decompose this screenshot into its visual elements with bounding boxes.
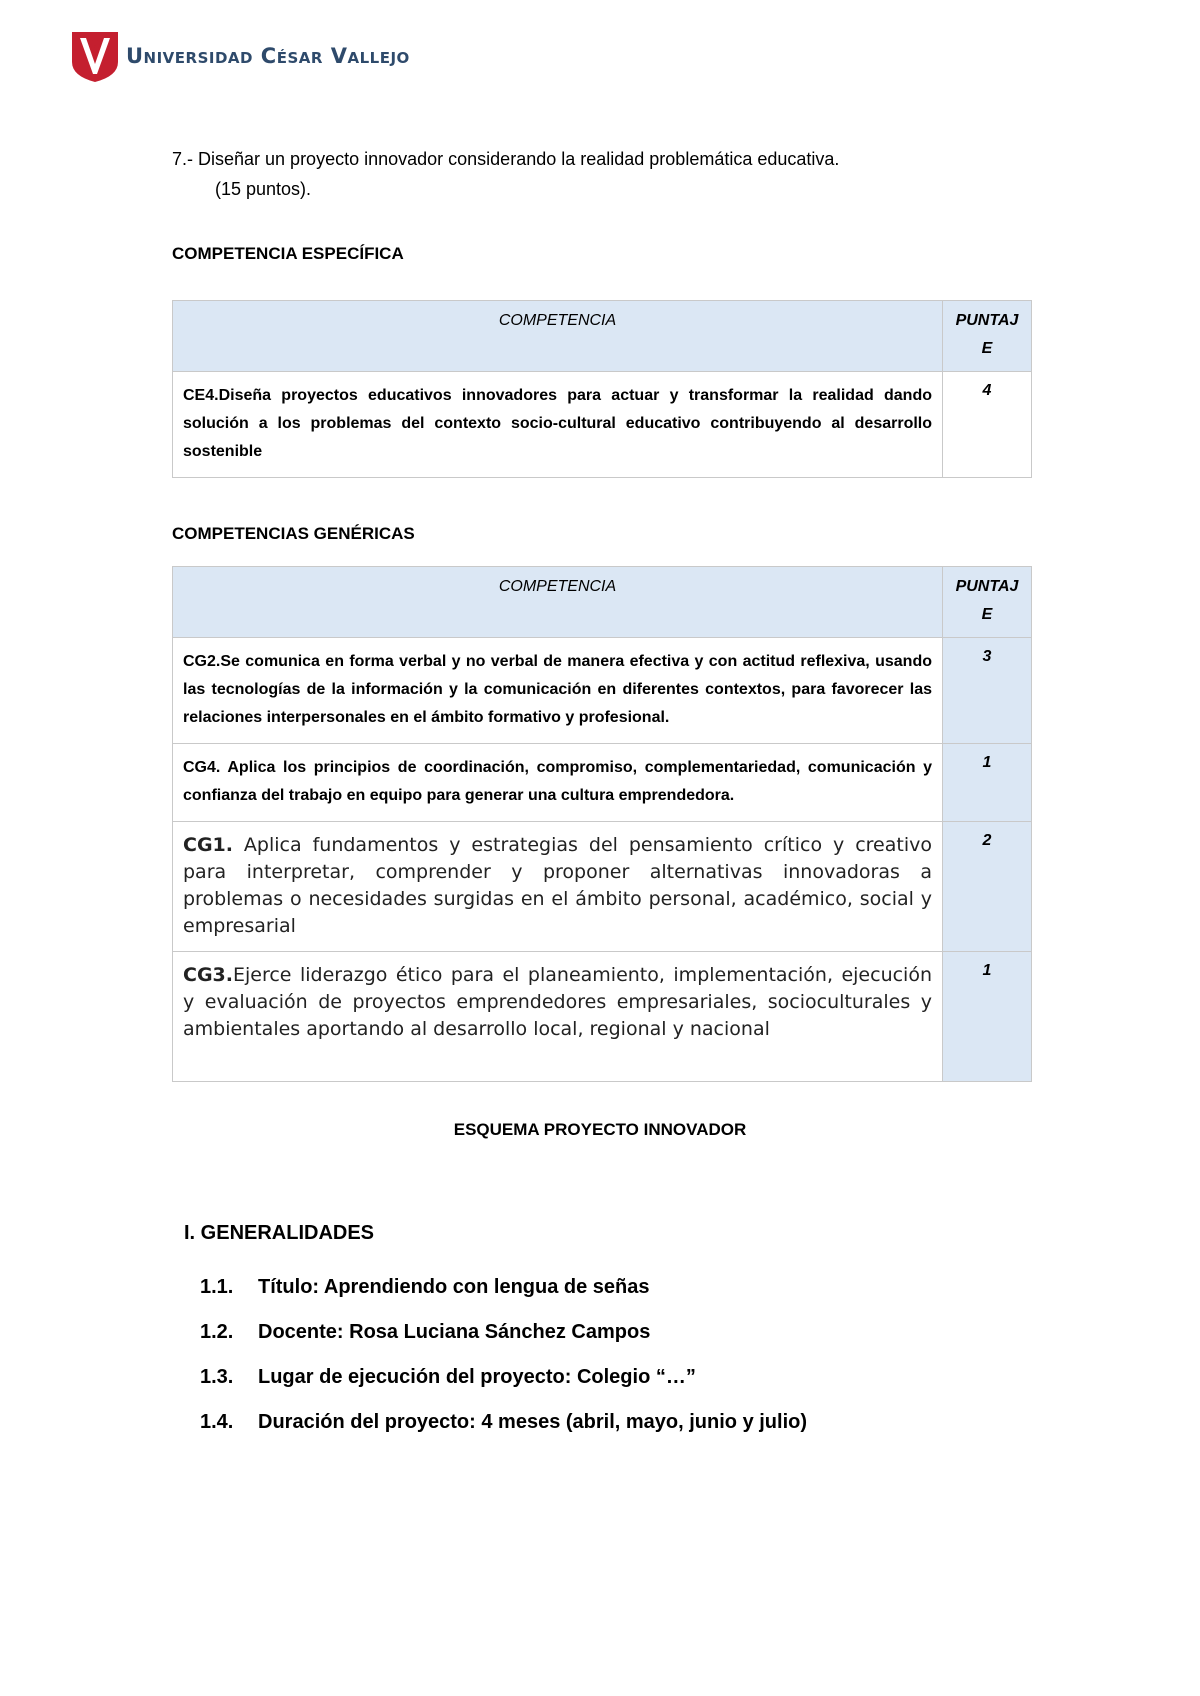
puntaje-label-part2: E (981, 340, 993, 357)
list-item (200, 1411, 807, 1456)
competence-description: Ejerce liderazgo ético para el planeamiento, implementación, ejecución y evaluación de proyectos emprendedores empresariales, socioculturales y ambientales aportando al desarrollo local, regional y nacional (183, 964, 932, 1040)
column-header-puntaje (943, 301, 1032, 372)
specific-competence-heading: COMPETENCIA ESPECÍFICA (172, 244, 404, 263)
generic-competences-table (172, 566, 1032, 1082)
table-row (173, 744, 1032, 822)
question-block (172, 144, 839, 204)
competence-text: CG4. Aplica los principios de coordinación, compromiso, complementariedad, comunicación y confianza del trabajo en equipo para generar una cultura emprendedora. (173, 744, 943, 822)
table-header-row (173, 567, 1032, 638)
scheme-title: ESQUEMA PROYECTO INNOVADOR (453, 1120, 747, 1139)
table-header-row (173, 301, 1032, 372)
generalidades-list (200, 1276, 807, 1456)
column-header-puntaje (943, 567, 1032, 638)
competence-description: Aplica fundamentos y estrategias del pensamiento crítico y creativo para interpretar, comprender y proponer alternativas innovadoras a problemas o necesidades surgidas en el ámbito personal, académico, social y empresarial (183, 834, 932, 937)
list-item-number: 1.2. (200, 1321, 234, 1343)
list-item-number: 1.1. (200, 1276, 234, 1298)
puntaje-label-part1: PUNTAJ (955, 578, 1019, 595)
competence-code: CG1. (183, 834, 233, 856)
competence-text: CE4.Diseña proyectos educativos innovadores para actuar y transformar la realidad dando solución a los problemas del contexto socio-cultural educativo contribuyendo al desarrollo sostenible (173, 372, 943, 478)
competence-score: 1 (943, 952, 1032, 1082)
competence-text: CG2.Se comunica en forma verbal y no verbal de manera efectiva y con actitud reflexiva, usando las tecnologías de la información y la comunicación en diferentes contextos, para favorecer las relaciones interpersonales en el ámbito formativo y profesional. (173, 638, 943, 744)
competence-score: 3 (943, 638, 1032, 744)
list-item-text: Docente: Rosa Luciana Sánchez Campos (258, 1321, 651, 1343)
competence-score: 1 (943, 744, 1032, 822)
list-item-number: 1.3. (200, 1366, 234, 1388)
question-text: 7.- Diseñar un proyecto innovador considerando la realidad problemática educativa. (172, 149, 840, 169)
competence-code: CG3. (183, 964, 233, 986)
list-item-text: Título: Aprendiendo con lengua de señas (258, 1276, 650, 1298)
competence-score: 4 (943, 372, 1032, 478)
table-row (173, 372, 1032, 478)
list-item (200, 1366, 807, 1411)
column-header-competencia: COMPETENCIA (173, 567, 943, 638)
university-shield-icon (70, 28, 120, 84)
question-points: (15 puntos). (215, 179, 312, 199)
specific-competence-table (172, 300, 1032, 478)
list-item (200, 1321, 807, 1366)
generic-competences-heading: COMPETENCIAS GENÉRICAS (172, 524, 415, 543)
puntaje-label-part2: E (981, 606, 993, 623)
puntaje-label-part1: PUNTAJ (955, 312, 1019, 329)
list-item-number: 1.4. (200, 1411, 234, 1433)
table-row (173, 822, 1032, 952)
competence-text (173, 952, 943, 1082)
competence-score: 2 (943, 822, 1032, 952)
generalidades-heading: I. GENERALIDADES (184, 1222, 375, 1244)
column-header-competencia: COMPETENCIA (173, 301, 943, 372)
list-item (200, 1276, 807, 1321)
university-name: Universidad César Vallejo (126, 44, 410, 68)
competence-text (173, 822, 943, 952)
table-row (173, 638, 1032, 744)
list-item-text: Duración del proyecto: 4 meses (abril, mayo, junio y julio) (258, 1411, 808, 1433)
university-logo (70, 28, 410, 84)
table-row (173, 952, 1032, 1082)
list-item-text: Lugar de ejecución del proyecto: Colegio “…” (258, 1366, 696, 1388)
